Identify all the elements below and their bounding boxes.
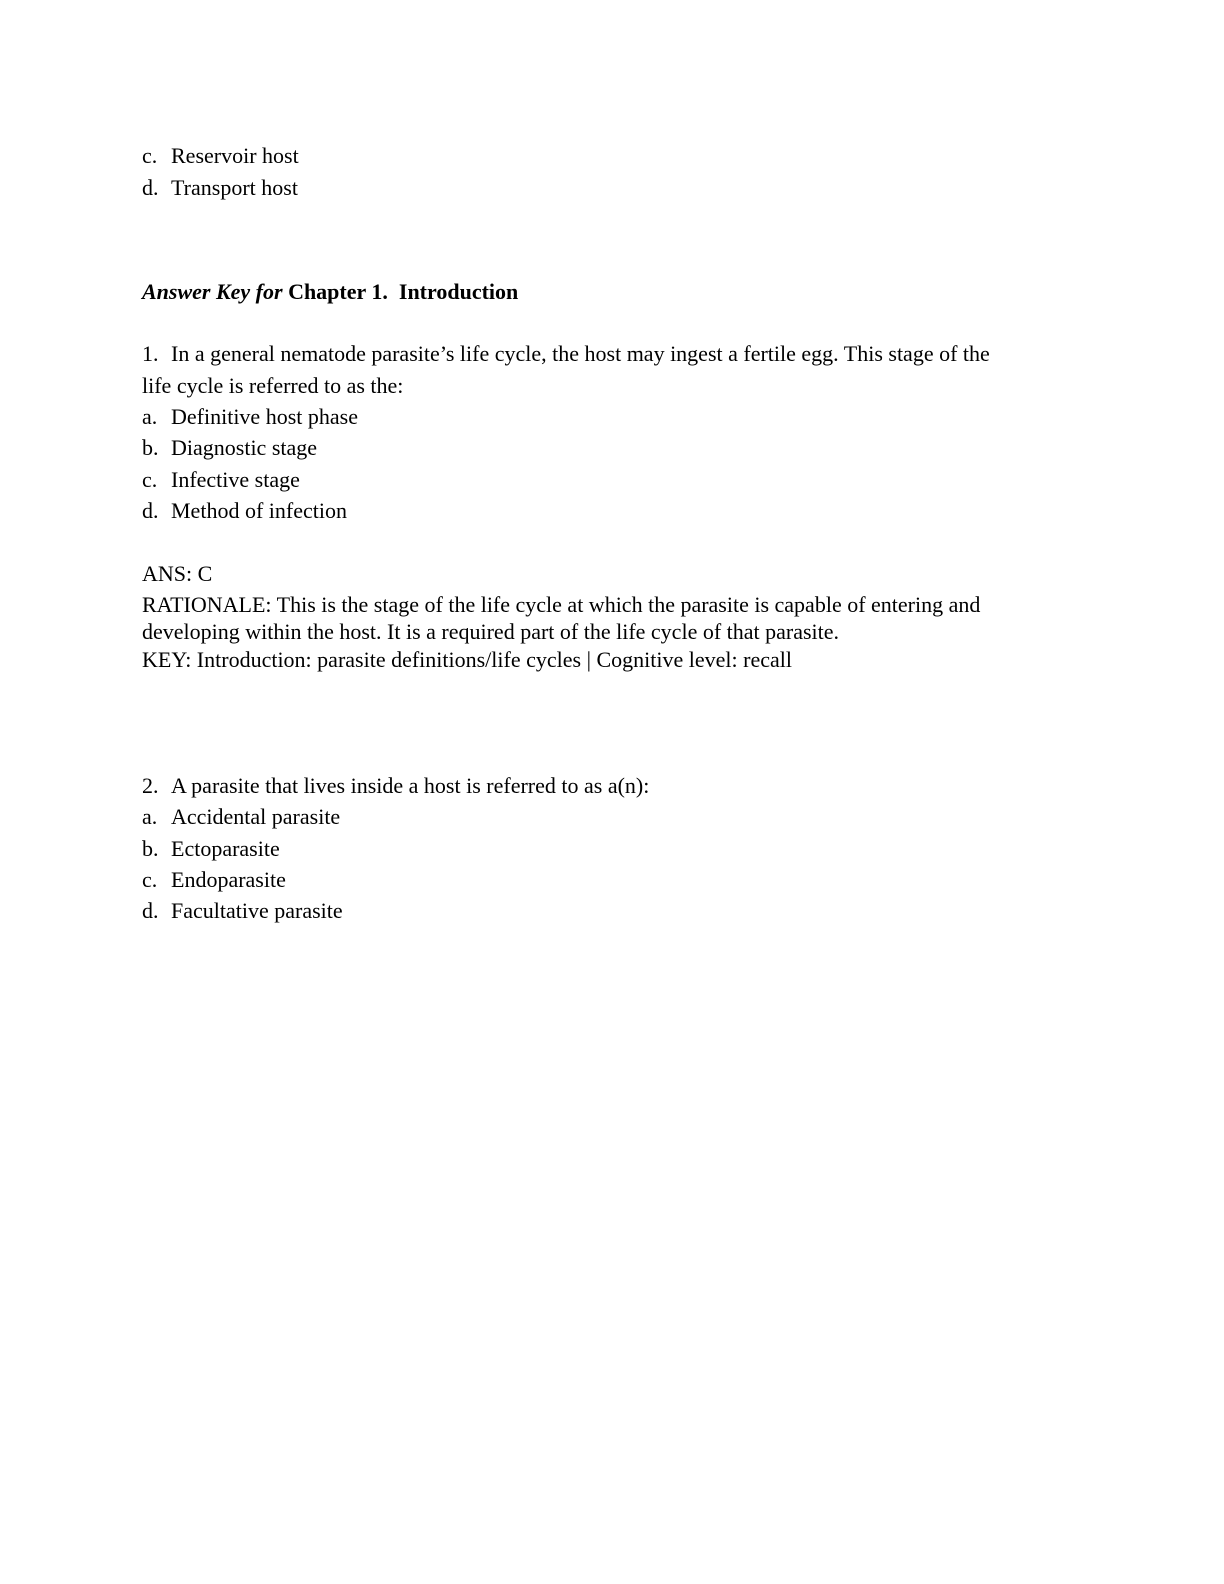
option-letter: d.: [142, 898, 159, 923]
heading-bold: Chapter 1. Introduction: [288, 279, 519, 304]
option-text: Ectoparasite: [171, 836, 280, 861]
question-2-option-b: [142, 838, 280, 860]
option-text: Facultative parasite: [171, 898, 343, 923]
option-text: Diagnostic stage: [171, 435, 318, 460]
option-text: Endoparasite: [171, 867, 286, 892]
prev-option-c: [142, 145, 299, 167]
option-letter: c.: [142, 467, 158, 492]
question-1-option-b: [142, 437, 317, 459]
question-1-option-d: [142, 500, 347, 522]
option-letter: a.: [142, 804, 158, 829]
question-2-option-c: [142, 869, 286, 891]
question-2-stem-line1: [142, 775, 649, 797]
question-1-option-a: [142, 406, 358, 428]
option-text: Definitive host phase: [171, 404, 358, 429]
question-1-stem-line1: [142, 343, 990, 365]
option-letter: d.: [142, 498, 159, 523]
option-text: Reservoir host: [171, 143, 299, 168]
question-1-key: KEY: Introduction: parasite definitions/life cycles | Cognitive level: recall: [142, 647, 792, 672]
option-text: Accidental parasite: [171, 804, 341, 829]
question-1-rationale-line2: developing within the host. It is a required part of the life cycle of that parasite.: [142, 619, 840, 644]
option-letter: b.: [142, 435, 159, 460]
question-1-rationale-line1: RATIONALE: This is the stage of the life cycle at which the parasite is capable of entering and: [142, 592, 981, 617]
option-letter: c.: [142, 143, 158, 168]
option-letter: d.: [142, 175, 159, 200]
option-text: Infective stage: [171, 467, 300, 492]
option-text: Transport host: [171, 175, 298, 200]
question-1-stem-line2: life cycle is referred to as the:: [142, 373, 404, 398]
option-letter: b.: [142, 836, 159, 861]
prev-option-d: [142, 177, 298, 199]
option-letter: a.: [142, 404, 158, 429]
question-1-option-c: [142, 469, 300, 491]
heading-italic: Answer Key for: [142, 279, 283, 304]
question-stem: In a general nematode parasite’s life cycle, the host may ingest a fertile egg. This stage of the: [171, 341, 990, 366]
question-number: 2.: [142, 773, 159, 798]
question-number: 1.: [142, 341, 159, 366]
section-heading: [142, 281, 518, 303]
question-1-answer: ANS: C: [142, 561, 213, 586]
option-letter: c.: [142, 867, 158, 892]
option-text: Method of infection: [171, 498, 347, 523]
question-2-option-a: [142, 806, 340, 828]
question-stem: A parasite that lives inside a host is referred to as a(n):: [171, 773, 650, 798]
question-2-option-d: [142, 900, 343, 922]
